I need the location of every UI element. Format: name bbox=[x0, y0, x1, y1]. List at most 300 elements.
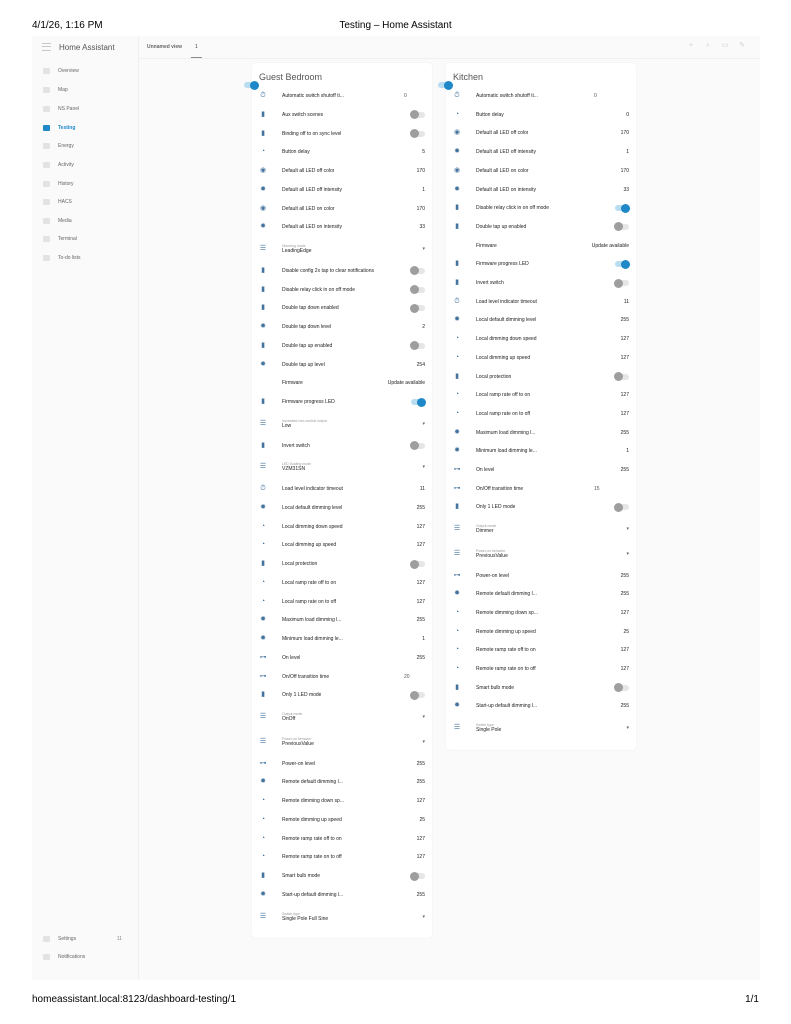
switch-icon: ▮ bbox=[455, 204, 459, 212]
entity-row[interactable] bbox=[453, 165, 629, 177]
sidebar-item-label: Activity bbox=[58, 162, 74, 168]
entity-row[interactable] bbox=[259, 146, 425, 158]
entity-value: 127 bbox=[416, 523, 425, 530]
sidebar-icon bbox=[43, 143, 50, 149]
sidebar-item-activity[interactable] bbox=[32, 157, 138, 173]
select-row[interactable] bbox=[453, 523, 629, 535]
entity-label: Double tap up level bbox=[282, 361, 325, 368]
toggle-row[interactable] bbox=[259, 128, 425, 140]
entity-value: 1 bbox=[422, 186, 425, 193]
entities-card-guest-bedroom bbox=[252, 63, 432, 938]
entity-row[interactable] bbox=[453, 314, 629, 326]
entity-label: Minimum load dimming le... bbox=[476, 448, 537, 455]
switch-icon: ▮ bbox=[455, 222, 459, 230]
entity-value: 170 bbox=[416, 168, 425, 174]
entity-row[interactable] bbox=[453, 607, 629, 619]
entity-label: Default all LED on intensity bbox=[282, 224, 343, 231]
search-icon[interactable]: ⌕ bbox=[706, 42, 710, 49]
entity-value: 127 bbox=[416, 579, 425, 586]
entity-label: Power-on level bbox=[476, 572, 510, 579]
select-field[interactable] bbox=[476, 723, 501, 733]
entity-row[interactable] bbox=[453, 626, 629, 638]
toggle-row[interactable] bbox=[453, 371, 629, 383]
entity-toggle[interactable] bbox=[615, 280, 629, 286]
pencil-icon[interactable]: ✎ bbox=[739, 42, 745, 49]
toggle-row[interactable] bbox=[453, 202, 629, 214]
entity-label: Default all LED off intensity bbox=[476, 149, 536, 156]
sidebar-item-label: NS Panel bbox=[58, 106, 80, 112]
switch-icon: ▮ bbox=[261, 398, 265, 405]
chevron-down-icon[interactable]: ▾ bbox=[626, 526, 629, 533]
entity-label: Double tap up enabled bbox=[476, 223, 527, 230]
entity-label: Maximum load dimming l... bbox=[282, 617, 342, 624]
entity-value: 1 bbox=[626, 448, 629, 455]
plus-icon[interactable]: + bbox=[688, 42, 694, 49]
entity-value: 255 bbox=[620, 429, 629, 436]
entity-row[interactable] bbox=[259, 614, 425, 626]
select-value: PreviousValue bbox=[476, 552, 508, 559]
entity-row[interactable] bbox=[259, 596, 425, 608]
entity-value: Update available bbox=[387, 380, 425, 387]
select-field[interactable] bbox=[476, 524, 496, 534]
switch-icon: ▮ bbox=[261, 110, 265, 118]
sidebar-header bbox=[32, 36, 138, 58]
header-toggle[interactable] bbox=[244, 82, 258, 88]
entity-value: 255 bbox=[416, 779, 425, 786]
select-field[interactable] bbox=[282, 244, 311, 254]
entity-value: 127 bbox=[620, 609, 629, 616]
entity-row[interactable] bbox=[453, 127, 629, 139]
entity-row[interactable] bbox=[453, 296, 629, 308]
cog-icon: ✹ bbox=[260, 323, 266, 330]
toggle-row[interactable] bbox=[259, 440, 425, 452]
sidebar-item-to-do-lists[interactable] bbox=[32, 250, 138, 266]
entity-row[interactable] bbox=[453, 109, 629, 121]
entity-toggle[interactable] bbox=[615, 504, 629, 510]
print-date: 4/1/26, 1:16 PM bbox=[32, 20, 103, 31]
sidebar-item-hacs[interactable] bbox=[32, 194, 138, 210]
sidebar-item-history[interactable] bbox=[32, 176, 138, 192]
chevron-down-icon[interactable]: ▾ bbox=[422, 246, 425, 252]
entity-toggle[interactable] bbox=[411, 873, 425, 879]
entity-value: 255 bbox=[416, 617, 425, 624]
entity-label: On/Off transition time bbox=[282, 673, 330, 680]
entity-label: Start-up default dimming l... bbox=[476, 703, 538, 710]
list-icon: ☰ bbox=[259, 713, 267, 720]
sidebar-item-overview[interactable] bbox=[32, 63, 138, 79]
header-toggle[interactable] bbox=[438, 82, 452, 88]
entity-label: On level bbox=[282, 654, 301, 661]
entity-row[interactable] bbox=[453, 483, 629, 495]
entity-toggle[interactable] bbox=[411, 692, 425, 698]
cog-icon: ✹ bbox=[454, 428, 460, 436]
toggle-row[interactable] bbox=[259, 396, 425, 408]
list-icon: ☰ bbox=[453, 549, 461, 557]
toggle-row[interactable] bbox=[259, 265, 425, 277]
select-value: Single Pole Full Sine bbox=[282, 915, 329, 922]
entity-toggle[interactable] bbox=[411, 343, 425, 349]
cog-icon: ✹ bbox=[454, 148, 460, 156]
entity-label: Smart bulb mode bbox=[476, 684, 515, 691]
entity-label: Local dimming up speed bbox=[282, 542, 337, 549]
palette-icon: ◉ bbox=[259, 167, 267, 174]
toggle-row[interactable] bbox=[259, 109, 425, 121]
palette-icon: ◉ bbox=[453, 166, 461, 174]
select-label: Power-on behavior bbox=[476, 548, 506, 553]
select-field[interactable] bbox=[282, 712, 302, 722]
entity-value: 127 bbox=[416, 598, 425, 605]
entity-toggle[interactable] bbox=[615, 374, 629, 380]
entity-row[interactable] bbox=[453, 333, 629, 345]
assist-icon[interactable]: ▭ bbox=[721, 42, 729, 49]
entity-value[interactable]: 20 bbox=[404, 673, 410, 680]
gauge-icon: ◔ bbox=[454, 409, 460, 417]
entity-value: 0 bbox=[626, 111, 629, 118]
entity-row[interactable] bbox=[259, 671, 425, 683]
select-value: OnOff bbox=[282, 716, 296, 722]
entity-row[interactable] bbox=[453, 588, 629, 600]
select-label: Power-on behavior bbox=[282, 736, 312, 741]
timer-icon: ⏱ bbox=[454, 297, 460, 305]
entity-label: Default all LED off color bbox=[476, 130, 529, 137]
entity-label: Disable relay click in on off mode bbox=[282, 286, 355, 293]
menu-icon[interactable] bbox=[42, 43, 51, 51]
transition-icon: ⊶ bbox=[453, 571, 461, 579]
entity-label: Only 1 LED mode bbox=[476, 504, 516, 511]
toggle-row[interactable] bbox=[453, 501, 629, 513]
cog-icon: ✹ bbox=[260, 185, 266, 193]
entity-value: 170 bbox=[620, 167, 629, 174]
entity-row[interactable] bbox=[259, 90, 425, 102]
sidebar-item-map[interactable] bbox=[32, 82, 138, 98]
entity-label: Local default dimming level bbox=[476, 317, 537, 324]
toggle-row[interactable] bbox=[259, 302, 425, 314]
entity-label: Remote ramp rate off to on bbox=[476, 647, 536, 654]
entity-label: Local dimming down speed bbox=[282, 523, 343, 530]
sidebar-item-label: Notifications bbox=[58, 954, 86, 960]
entity-row[interactable] bbox=[453, 146, 629, 158]
entity-row[interactable] bbox=[259, 633, 425, 645]
entity-row[interactable] bbox=[259, 502, 425, 514]
gauge-icon: ◔ bbox=[260, 853, 266, 861]
switch-icon: ▮ bbox=[261, 285, 265, 293]
top-bar bbox=[139, 36, 760, 59]
entity-label: Power-on level bbox=[282, 760, 316, 767]
entity-value: 255 bbox=[416, 891, 425, 898]
entity-row[interactable] bbox=[453, 389, 629, 401]
bell-icon bbox=[43, 954, 50, 960]
select-field[interactable] bbox=[282, 912, 328, 922]
toggle-row[interactable] bbox=[453, 258, 629, 270]
select-row[interactable] bbox=[453, 722, 629, 734]
toggle-row[interactable] bbox=[259, 558, 425, 570]
entity-label: Load level indicator timeout bbox=[476, 298, 537, 305]
chevron-down-icon[interactable]: ▾ bbox=[422, 913, 425, 920]
entity-label: Remote dimming down sp... bbox=[476, 609, 538, 616]
cog-icon: ✹ bbox=[454, 590, 460, 598]
entity-toggle[interactable] bbox=[411, 443, 425, 449]
entity-toggle[interactable] bbox=[411, 399, 425, 405]
list-icon: ☰ bbox=[259, 245, 267, 252]
entity-value: 127 bbox=[620, 410, 629, 417]
entity-row[interactable] bbox=[453, 570, 629, 582]
entity-label: Invert switch bbox=[476, 280, 504, 286]
select-row[interactable] bbox=[259, 736, 425, 748]
switch-icon: ▮ bbox=[261, 441, 265, 449]
entity-row[interactable] bbox=[259, 652, 425, 664]
cog-icon: ✹ bbox=[260, 778, 266, 786]
select-field[interactable] bbox=[476, 549, 508, 559]
select-row[interactable] bbox=[259, 243, 425, 255]
entity-value: 127 bbox=[620, 647, 629, 654]
entity-row[interactable] bbox=[453, 427, 629, 439]
entity-toggle[interactable] bbox=[615, 224, 629, 230]
entity-value: 255 bbox=[416, 760, 425, 767]
select-field[interactable] bbox=[282, 462, 311, 472]
select-label: Switch type bbox=[476, 723, 494, 728]
entity-label: Automatic switch shutoff ti... bbox=[282, 93, 344, 99]
entity-label: Button delay bbox=[476, 111, 504, 118]
switch-icon: ▮ bbox=[261, 341, 265, 349]
switch-icon: ▮ bbox=[455, 279, 459, 286]
switch-icon: ▮ bbox=[261, 304, 265, 312]
select-value: Dimmer bbox=[476, 528, 494, 535]
entity-row[interactable] bbox=[453, 352, 629, 364]
cog-icon: ✹ bbox=[260, 616, 266, 624]
select-label: LED Scaling mode bbox=[282, 462, 311, 467]
entity-row[interactable] bbox=[259, 889, 425, 901]
entity-label: Firmware progress LED bbox=[282, 399, 335, 405]
entity-value: 1 bbox=[422, 636, 425, 642]
sidebar-icon bbox=[43, 68, 50, 74]
entity-value: 127 bbox=[620, 666, 629, 672]
entity-toggle[interactable] bbox=[615, 685, 629, 691]
entity-label: Remote dimming up speed bbox=[282, 816, 342, 823]
entity-label: Remote default dimming l... bbox=[476, 591, 537, 598]
entity-row[interactable] bbox=[453, 184, 629, 196]
entity-value: 254 bbox=[416, 361, 425, 368]
entity-row[interactable] bbox=[259, 377, 425, 389]
entity-label: Remote ramp rate on to off bbox=[282, 854, 342, 861]
gauge-icon: ◔ bbox=[260, 597, 266, 605]
gauge-icon: ◔ bbox=[260, 834, 266, 842]
toggle-row[interactable] bbox=[259, 340, 425, 352]
entity-value: 170 bbox=[620, 130, 629, 137]
entity-value[interactable]: 0 bbox=[594, 93, 597, 99]
entity-label: Disable config 2x tap to clear notifications bbox=[282, 267, 374, 274]
transition-icon: ⊶ bbox=[259, 653, 267, 661]
sidebar-icon bbox=[43, 218, 50, 224]
toggle-row[interactable] bbox=[259, 689, 425, 701]
switch-icon: ▮ bbox=[261, 560, 265, 567]
select-field[interactable] bbox=[282, 419, 327, 429]
entity-row[interactable] bbox=[453, 408, 629, 420]
card-header bbox=[446, 63, 636, 91]
toggle-row[interactable] bbox=[453, 221, 629, 233]
entity-label: Default all LED on color bbox=[476, 167, 529, 174]
sidebar bbox=[32, 36, 139, 980]
chevron-down-icon[interactable]: ▾ bbox=[422, 738, 425, 745]
entity-label: Default all LED on color bbox=[282, 205, 335, 212]
gauge-icon: ◔ bbox=[454, 646, 460, 654]
entity-label: Local ramp rate off to on bbox=[476, 392, 531, 399]
chevron-down-icon[interactable]: ▾ bbox=[626, 725, 629, 732]
entity-label: Local protection bbox=[282, 561, 318, 567]
entity-row[interactable] bbox=[453, 445, 629, 457]
switch-icon: ▮ bbox=[455, 503, 459, 511]
entity-value: 2 bbox=[422, 324, 425, 330]
entity-row[interactable] bbox=[259, 165, 425, 177]
entity-row[interactable] bbox=[259, 539, 425, 551]
sidebar-icon bbox=[43, 162, 50, 168]
sidebar-item-energy[interactable] bbox=[32, 138, 138, 154]
transition-icon: ⊶ bbox=[259, 759, 267, 767]
entity-row[interactable] bbox=[259, 833, 425, 845]
gauge-icon: ◔ bbox=[454, 627, 460, 635]
sidebar-item-label: History bbox=[58, 181, 74, 187]
list-icon: ☰ bbox=[259, 463, 267, 471]
entity-toggle[interactable] bbox=[615, 261, 629, 267]
entity-row[interactable] bbox=[453, 663, 629, 675]
entity-label: Firmware progress LED bbox=[476, 261, 529, 268]
entity-label: Button delay bbox=[282, 149, 310, 156]
chevron-down-icon[interactable]: ▾ bbox=[422, 464, 425, 471]
entity-row[interactable] bbox=[259, 321, 425, 333]
entity-row[interactable] bbox=[259, 483, 425, 495]
sidebar-item-notifications[interactable] bbox=[32, 949, 138, 965]
entity-toggle[interactable] bbox=[615, 205, 629, 211]
timer-icon: ⏱ bbox=[260, 92, 266, 99]
select-row[interactable] bbox=[259, 711, 425, 723]
sidebar-item-label: Energy bbox=[58, 143, 74, 149]
print-header bbox=[0, 0, 791, 36]
toggle-row[interactable] bbox=[259, 870, 425, 882]
entity-row[interactable] bbox=[453, 700, 629, 712]
cog-icon: ✹ bbox=[454, 185, 460, 193]
entity-row[interactable] bbox=[259, 203, 425, 215]
entity-value: 127 bbox=[416, 542, 425, 549]
home-assistant-app bbox=[32, 36, 760, 980]
select-row[interactable] bbox=[453, 548, 629, 560]
sidebar-item-label: Testing bbox=[58, 125, 76, 131]
cog-icon: ✹ bbox=[454, 447, 460, 455]
entity-label: Binding off to on sync level bbox=[282, 130, 342, 137]
entity-toggle[interactable] bbox=[411, 287, 425, 293]
entity-value: 127 bbox=[416, 835, 425, 842]
entity-toggle[interactable] bbox=[411, 268, 425, 274]
entity-label: Default all LED off intensity bbox=[282, 186, 342, 193]
entity-row[interactable] bbox=[259, 758, 425, 770]
chevron-down-icon[interactable]: ▾ bbox=[422, 714, 425, 720]
entity-row[interactable] bbox=[259, 776, 425, 788]
entity-row[interactable] bbox=[453, 644, 629, 656]
sidebar-item-settings[interactable] bbox=[32, 931, 138, 947]
list-icon: ☰ bbox=[259, 419, 267, 427]
transition-icon: ⊶ bbox=[453, 466, 461, 473]
entity-toggle[interactable] bbox=[411, 305, 425, 311]
chevron-down-icon[interactable]: ▾ bbox=[626, 550, 629, 557]
entity-value[interactable]: 0 bbox=[404, 93, 407, 99]
entity-label: Local ramp rate on to off bbox=[476, 410, 531, 417]
entity-toggle[interactable] bbox=[411, 561, 425, 567]
tab-1[interactable]: 1 bbox=[191, 36, 202, 58]
cog-icon: ✹ bbox=[454, 316, 460, 324]
entity-row[interactable] bbox=[259, 577, 425, 589]
sidebar-item-ns-panel[interactable] bbox=[32, 101, 138, 117]
chevron-down-icon[interactable]: ▾ bbox=[422, 420, 425, 427]
entity-label: Double tap down enabled bbox=[282, 305, 339, 312]
entity-value: 255 bbox=[416, 654, 425, 661]
select-value: PreviousValue bbox=[282, 740, 314, 747]
entity-value[interactable]: 15 bbox=[594, 485, 600, 492]
timer-icon: ⏱ bbox=[260, 485, 266, 492]
select-row[interactable] bbox=[259, 461, 425, 473]
entity-toggle[interactable] bbox=[411, 131, 425, 137]
entity-label: Disable relay click in on off mode bbox=[476, 205, 549, 212]
entity-row[interactable] bbox=[259, 221, 425, 233]
toggle-row[interactable] bbox=[453, 277, 629, 289]
sidebar-item-label: Settings bbox=[58, 936, 77, 942]
palette-icon: ◉ bbox=[259, 204, 267, 212]
entity-label: Start-up default dimming l... bbox=[282, 891, 344, 898]
switch-icon: ▮ bbox=[261, 872, 265, 879]
entity-label: Firmware bbox=[476, 242, 497, 249]
entity-value: 33 bbox=[623, 186, 629, 193]
sidebar-item-media[interactable] bbox=[32, 213, 138, 229]
select-field[interactable] bbox=[282, 737, 314, 747]
entity-label: Minimum load dimming le... bbox=[282, 636, 343, 642]
entity-label: Remote ramp rate off to on bbox=[282, 835, 342, 842]
entity-label: Only 1 LED mode bbox=[282, 692, 322, 699]
entity-label: On level bbox=[476, 467, 495, 473]
entity-row[interactable] bbox=[259, 521, 425, 533]
list-icon: ☰ bbox=[259, 737, 267, 745]
select-value: Single Pole bbox=[476, 727, 502, 734]
card-title: Kitchen bbox=[453, 72, 484, 82]
entity-toggle[interactable] bbox=[411, 112, 425, 118]
entity-row[interactable] bbox=[259, 359, 425, 371]
gauge-icon: ◔ bbox=[260, 148, 266, 156]
toggle-row[interactable] bbox=[259, 284, 425, 296]
select-row[interactable] bbox=[259, 911, 425, 923]
entity-value: 127 bbox=[620, 354, 629, 361]
cog-icon: ✹ bbox=[260, 890, 266, 898]
print-url: homeassistant.local:8123/dashboard-testing/1 bbox=[32, 994, 237, 1005]
sidebar-icon bbox=[43, 106, 50, 112]
entity-value: 11 bbox=[419, 486, 425, 492]
entity-row[interactable] bbox=[453, 90, 629, 102]
entity-row[interactable] bbox=[259, 795, 425, 807]
gauge-icon: ◔ bbox=[454, 665, 460, 672]
entity-row[interactable] bbox=[259, 814, 425, 826]
entity-row[interactable] bbox=[259, 851, 425, 863]
select-row[interactable] bbox=[259, 418, 425, 430]
sidebar-item-testing[interactable] bbox=[32, 120, 138, 136]
entity-row[interactable] bbox=[259, 184, 425, 196]
toggle-row[interactable] bbox=[453, 682, 629, 694]
entity-label: Firmware bbox=[282, 380, 303, 387]
tab-unnamed-view[interactable]: Unnamed view bbox=[147, 44, 183, 50]
sidebar-icon bbox=[43, 236, 50, 242]
entity-row[interactable] bbox=[453, 240, 629, 252]
sidebar-item-terminal[interactable] bbox=[32, 231, 138, 247]
entity-row[interactable] bbox=[453, 464, 629, 476]
app-title: Home Assistant bbox=[59, 42, 115, 52]
entity-label: Default all LED on intensity bbox=[476, 186, 537, 193]
entity-label: Local dimming down speed bbox=[476, 336, 537, 343]
select-value: LeadingEdge bbox=[282, 248, 312, 254]
sidebar-icon bbox=[43, 125, 50, 131]
